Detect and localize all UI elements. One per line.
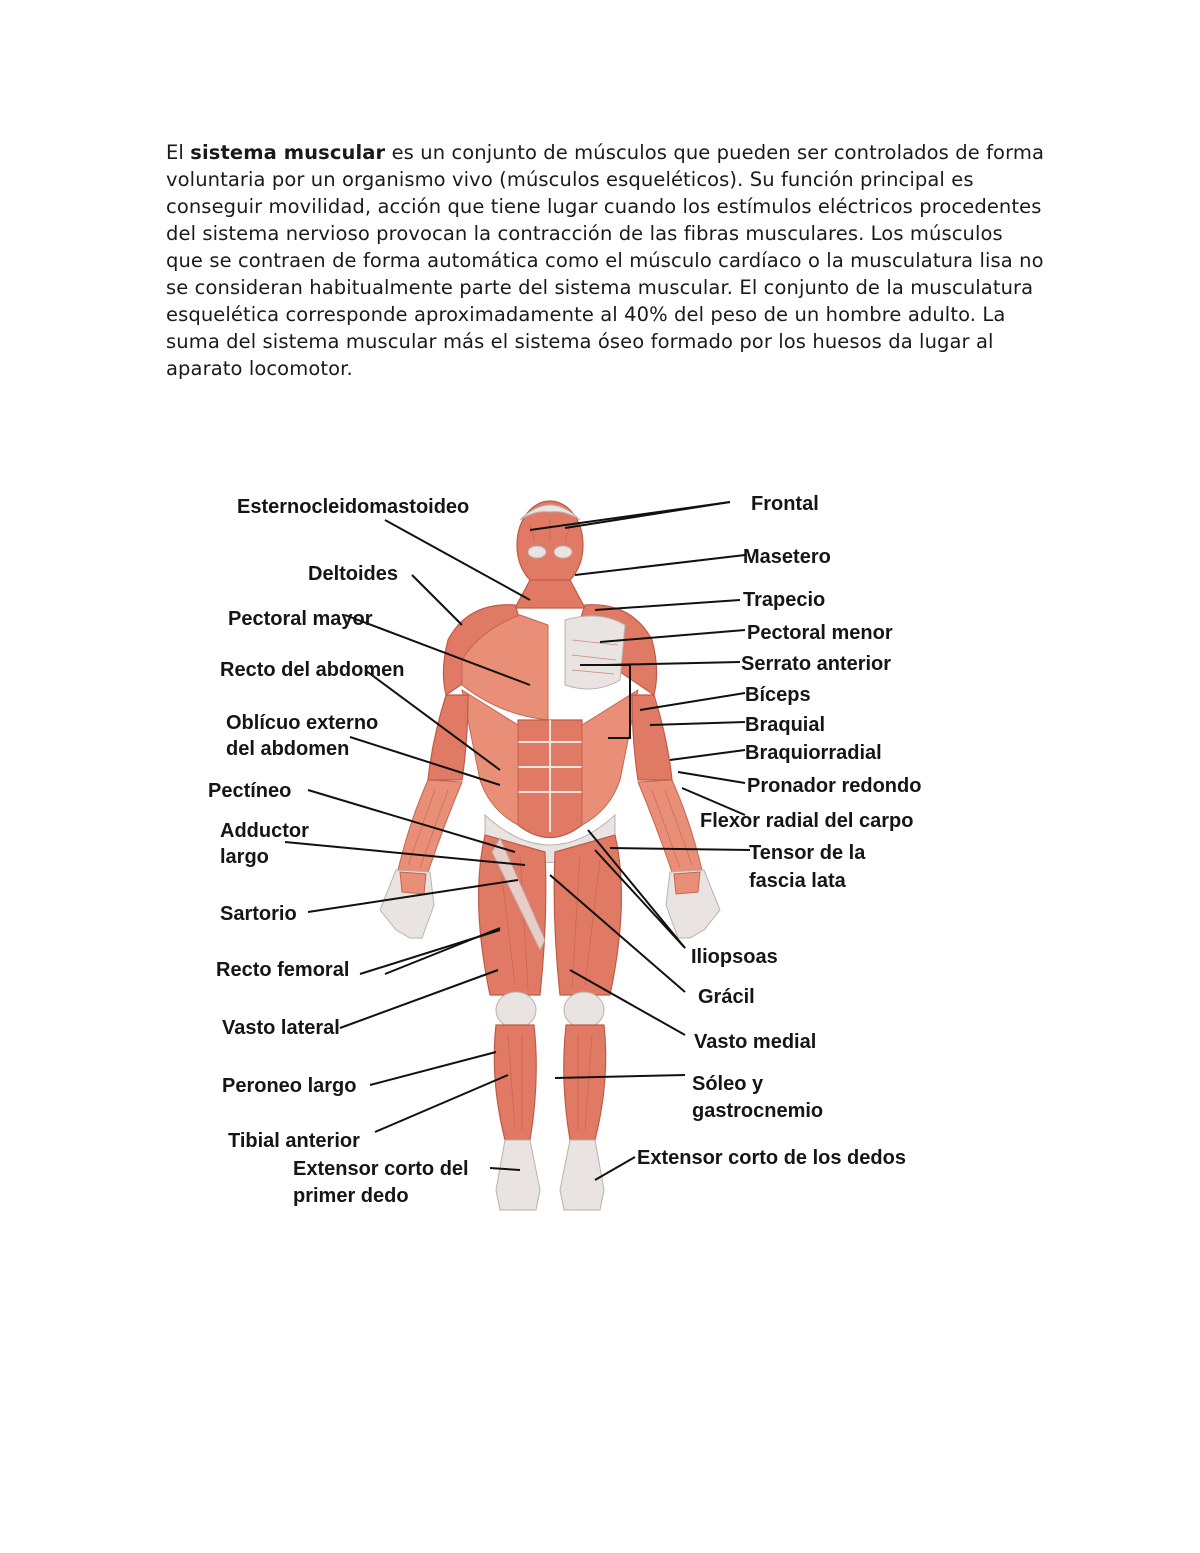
label-gracil: Grácil [698, 986, 755, 1008]
paragraph-lead: El [166, 141, 191, 164]
label-pronador-redondo: Pronador redondo [747, 775, 922, 797]
label-extensor-primer-dedo-2: primer dedo [293, 1185, 409, 1207]
label-obliculo-externo: Oblícuo externo [226, 712, 379, 734]
label-braquiorradial: Braquiorradial [745, 742, 882, 764]
label-peroneo-largo: Peroneo largo [222, 1075, 357, 1097]
label-soleo: Sóleo y [692, 1073, 764, 1095]
paragraph-body: es un conjunto de músculos que pueden ser controlados de forma voluntaria por un organismo vivo (músculos esqueléticos). Su función principal es conseguir movilidad, acción que tiene lugar cuando los estímulos eléctricos procedentes del sistema nervioso provocan la contracción de las fibras musculares. Los músculos que se contraen de forma automática como el músculo cardíaco o la musculatura lisa no se consideran habitualmente parte del sistema muscular. El conjunto de la musculatura esquelética corresponde aproximadamente al 40% del peso de un hombre adulto. La suma del sistema muscular más el sistema óseo formado por los huesos da lugar al aparato locomotor. [166, 141, 1045, 380]
label-tibial-anterior: Tibial anterior [228, 1130, 360, 1152]
label-vasto-medial: Vasto medial [694, 1031, 817, 1053]
label-tensor-fascia-2: fascia lata [749, 870, 846, 892]
label-trapecio: Trapecio [743, 589, 826, 611]
label-gastrocnemio: gastrocnemio [692, 1100, 824, 1122]
label-frontal: Frontal [751, 493, 819, 515]
label-tensor-fascia-1: Tensor de la [749, 842, 866, 864]
label-iliopsoas: Iliopsoas [691, 946, 778, 968]
label-extensor-primer-dedo-1: Extensor corto del [293, 1158, 469, 1180]
label-serrato-anterior: Serrato anterior [741, 653, 892, 675]
label-pectineo: Pectíneo [208, 780, 292, 802]
label-adductor-largo: largo [220, 846, 269, 868]
label-masetero: Masetero [743, 546, 831, 568]
label-esternocleidomastoideo: Esternocleidomastoideo [237, 496, 470, 518]
label-extensor-corto-dedos: Extensor corto de los dedos [637, 1147, 906, 1169]
label-pectoral-menor: Pectoral menor [747, 622, 893, 644]
label-recto-abdomen: Recto del abdomen [220, 659, 405, 681]
label-sartorio: Sartorio [220, 903, 297, 925]
label-biceps: Bíceps [745, 684, 811, 706]
label-obliculo-abdomen: del abdomen [226, 738, 350, 760]
muscular-system-diagram [200, 480, 960, 1220]
label-flexor-radial: Flexor radial del carpo [700, 810, 914, 832]
label-braquial: Braquial [745, 714, 826, 736]
label-deltoides: Deltoides [308, 563, 399, 585]
label-pectoral-mayor: Pectoral mayor [228, 608, 373, 630]
label-recto-femoral: Recto femoral [216, 959, 350, 981]
label-adductor: Adductor [220, 820, 309, 842]
paragraph-term: sistema muscular [190, 141, 386, 164]
label-vasto-lateral: Vasto lateral [222, 1017, 340, 1039]
intro-paragraph [166, 139, 1046, 382]
